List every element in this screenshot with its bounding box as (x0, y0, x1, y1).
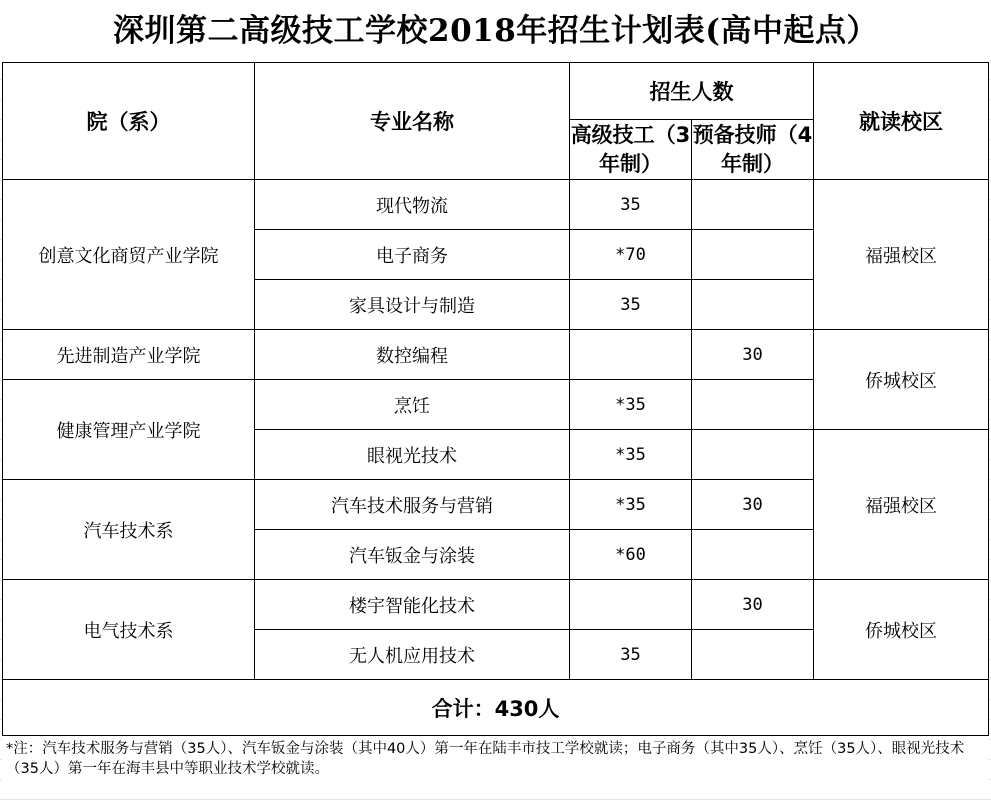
senior-count-cell[interactable] (570, 580, 692, 630)
prep-count-cell[interactable]: 30 (692, 330, 814, 380)
faculty-cell[interactable]: 汽车技术系 (3, 480, 255, 580)
senior-count-cell[interactable]: *35 (570, 380, 692, 430)
table-row (3, 580, 989, 630)
major-cell[interactable]: 数控编程 (255, 330, 570, 380)
prep-count-cell[interactable] (692, 630, 814, 680)
table-row (3, 180, 989, 230)
campus-cell[interactable]: 侨城校区 (814, 330, 989, 430)
senior-count-cell[interactable] (570, 330, 692, 380)
campus-cell[interactable]: 福强校区 (814, 430, 989, 580)
senior-count-cell[interactable]: 35 (570, 630, 692, 680)
campus-header[interactable]: 就读校区 (814, 63, 989, 180)
total-cell[interactable]: 合计：430人 (3, 680, 989, 736)
major-cell[interactable]: 电子商务 (255, 230, 570, 280)
prep-count-cell[interactable] (692, 230, 814, 280)
major-cell[interactable]: 汽车技术服务与营销 (255, 480, 570, 530)
senior-count-cell[interactable]: *35 (570, 430, 692, 480)
major-header[interactable]: 专业名称 (255, 63, 570, 180)
prep-count-cell[interactable] (692, 180, 814, 230)
faculty-cell[interactable]: 先进制造产业学院 (3, 330, 255, 380)
prep-count-cell[interactable] (692, 280, 814, 330)
faculty-cell[interactable]: 创意文化商贸产业学院 (3, 180, 255, 330)
prep-count-cell[interactable] (692, 430, 814, 480)
enrollment-header[interactable]: 招生人数 (570, 63, 814, 120)
major-cell[interactable]: 楼宇智能化技术 (255, 580, 570, 630)
header-row (3, 63, 989, 120)
prep-count-cell[interactable]: 30 (692, 480, 814, 530)
major-cell[interactable]: 汽车钣金与涂装 (255, 530, 570, 580)
senior-technician-header[interactable]: 高级技工（3年制） (570, 120, 692, 180)
preparatory-technician-header[interactable]: 预备技师（4年制） (692, 120, 814, 180)
prep-count-cell[interactable]: 30 (692, 580, 814, 630)
senior-count-cell[interactable]: 35 (570, 180, 692, 230)
major-cell[interactable]: 现代物流 (255, 180, 570, 230)
senior-count-cell[interactable]: *70 (570, 230, 692, 280)
campus-cell[interactable]: 福强校区 (814, 180, 989, 330)
total-row (3, 680, 989, 736)
table-row (3, 330, 989, 380)
sheet-title: 深圳第二高级技工学校2018年招生计划表(高中起点） (0, 0, 991, 62)
major-cell[interactable]: 眼视光技术 (255, 430, 570, 480)
senior-count-cell[interactable]: *35 (570, 480, 692, 530)
faculty-cell[interactable]: 健康管理产业学院 (3, 380, 255, 480)
prep-count-cell[interactable] (692, 380, 814, 430)
faculty-header[interactable]: 院（系） (3, 63, 255, 180)
major-cell[interactable]: 无人机应用技术 (255, 630, 570, 680)
enrollment-plan-table (2, 62, 989, 736)
footnote[interactable]: *注：汽车技术服务与营销（35人）、汽车钣金与涂装（其中40人）第一年在陆丰市技工学校就读；电子商务（其中35人）、烹饪（35人）、眼视光技术（35人）第一年在海丰县中等职业技术学校就读。 (2, 737, 988, 781)
major-cell[interactable]: 家具设计与制造 (255, 280, 570, 330)
senior-count-cell[interactable]: 35 (570, 280, 692, 330)
major-cell[interactable]: 烹饪 (255, 380, 570, 430)
faculty-cell[interactable]: 电气技术系 (3, 580, 255, 680)
prep-count-cell[interactable] (692, 530, 814, 580)
senior-count-cell[interactable]: *60 (570, 530, 692, 580)
campus-cell[interactable]: 侨城校区 (814, 580, 989, 680)
